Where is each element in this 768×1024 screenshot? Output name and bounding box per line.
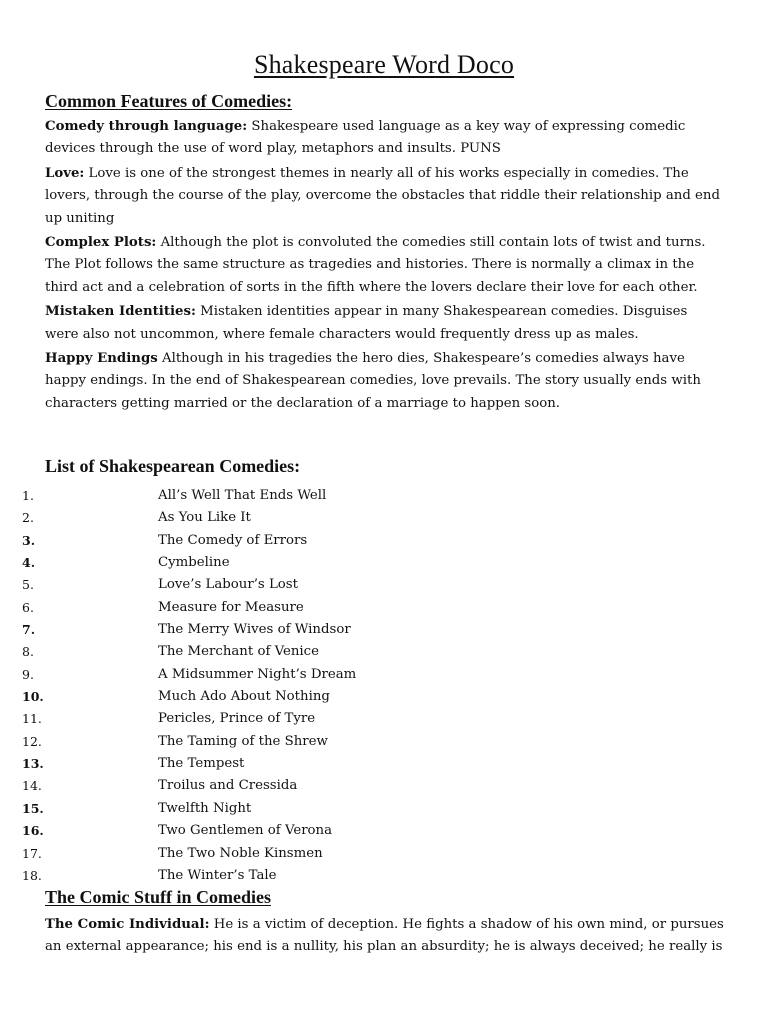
list-item-title: Cymbeline bbox=[158, 555, 230, 571]
comic-text: He is a victim of deception. He fights a shadow of his own mind, or pursues an external appearance; his end is a nullity, his plan an absurdity; he is always deceived; he really is bbox=[45, 917, 724, 955]
list-item bbox=[0, 574, 700, 596]
feature-text: Shakespeare used language as a key way of expressing comedic devices through the use of word play, metaphors and insults. PUNS bbox=[45, 119, 686, 157]
feature-term: Happy Endings bbox=[45, 351, 158, 367]
feature-term: Complex Plots: bbox=[45, 235, 157, 251]
list-item bbox=[0, 753, 700, 775]
list-item-number: 14. bbox=[22, 778, 42, 794]
list-item bbox=[0, 798, 700, 820]
feature-paragraph bbox=[45, 163, 725, 230]
feature-term: Love: bbox=[45, 165, 85, 181]
list-item bbox=[0, 485, 700, 507]
comic-term: The Comic Individual: bbox=[45, 917, 210, 932]
feature-text: Mistaken identities appear in many Shakespearean comedies. Disguises were also not uncommon, where female characters would frequently dress up as males. bbox=[45, 304, 688, 342]
list-item-title: Much Ado About Nothing bbox=[158, 689, 330, 705]
list-item-title: The Merchant of Venice bbox=[158, 644, 319, 660]
list-item-title: Love’s Labour’s Lost bbox=[158, 577, 298, 593]
list-item-number: 10. bbox=[22, 689, 44, 705]
comedies-list-heading: List of Shakespearean Comedies: bbox=[45, 456, 301, 476]
list-item-number: 18. bbox=[22, 867, 42, 883]
list-item-title: Troilus and Cressida bbox=[158, 778, 298, 794]
comic-stuff-section bbox=[45, 914, 725, 959]
comic-paragraph bbox=[45, 914, 725, 959]
feature-paragraph bbox=[45, 301, 725, 346]
list-item-title: Twelfth Night bbox=[158, 800, 252, 816]
feature-term: Mistaken Identities: bbox=[45, 304, 196, 320]
list-item-title: Pericles, Prince of Tyre bbox=[158, 711, 316, 727]
list-item-number: 5. bbox=[22, 577, 34, 593]
list-item-number: 2. bbox=[22, 510, 34, 526]
list-item-number: 4. bbox=[22, 555, 36, 571]
list-item-number: 12. bbox=[22, 733, 42, 749]
list-item-title: A Midsummer Night’s Dream bbox=[158, 666, 357, 682]
list-item bbox=[0, 820, 700, 842]
list-item-number: 6. bbox=[22, 599, 34, 615]
list-item-number: 11. bbox=[22, 711, 42, 727]
list-item-number: 17. bbox=[22, 845, 42, 861]
list-item-title: As You Like It bbox=[158, 510, 251, 526]
feature-text: Love is one of the strongest themes in nearly all of his works especially in comedies. The lovers, through the course of the play, overcome the obstacles that riddle their relationship and end up uniting bbox=[45, 165, 721, 226]
list-item bbox=[0, 708, 700, 730]
document-title: Shakespeare Word Doco bbox=[253, 50, 515, 79]
feature-term: Comedy through language: bbox=[45, 119, 248, 134]
list-item bbox=[0, 686, 700, 708]
list-item-number: 1. bbox=[22, 488, 34, 503]
list-item-title: The Merry Wives of Windsor bbox=[158, 622, 351, 638]
list-item-title: Two Gentlemen of Verona bbox=[158, 823, 333, 839]
list-item-number: 8. bbox=[22, 644, 34, 660]
list-item-number: 15. bbox=[22, 800, 44, 816]
list-item-title: The Tempest bbox=[158, 756, 245, 772]
list-item-title: The Two Noble Kinsmen bbox=[158, 845, 323, 861]
feature-paragraph bbox=[45, 116, 725, 161]
list-item bbox=[0, 664, 700, 686]
list-item bbox=[0, 552, 700, 574]
list-item bbox=[0, 619, 700, 641]
list-item-number: 7. bbox=[22, 622, 36, 638]
list-item bbox=[0, 775, 700, 797]
list-item-number: 13. bbox=[22, 756, 44, 772]
list-item bbox=[0, 597, 700, 619]
list-item-title: The Taming of the Shrew bbox=[158, 733, 328, 749]
list-item-title: The Comedy of Errors bbox=[158, 532, 308, 548]
list-item-title: All’s Well That Ends Well bbox=[158, 488, 327, 503]
list-item bbox=[0, 530, 700, 552]
feature-paragraph bbox=[45, 348, 725, 415]
common-features-heading: Common Features of Comedies: bbox=[45, 91, 293, 111]
list-item bbox=[0, 731, 700, 753]
comic-stuff-heading: The Comic Stuff in Comedies bbox=[45, 887, 271, 907]
feature-paragraph bbox=[45, 232, 725, 299]
list-item-number: 3. bbox=[22, 532, 36, 548]
list-item bbox=[0, 507, 700, 529]
list-item-number: 16. bbox=[22, 823, 44, 839]
feature-text: Although in his tragedies the hero dies, Shakespeare’s comedies always have happy endings. In the end of Shakespearean comedies, love prevails. The story usually ends with characters getting married or the declaration of a marriage to happen soon. bbox=[45, 351, 701, 411]
list-item bbox=[0, 641, 700, 663]
common-features-section bbox=[45, 116, 725, 417]
list-item bbox=[0, 843, 700, 865]
feature-text: Although the plot is convoluted the comedies still contain lots of twist and turns. The Plot follows the same structure as tragedies and histories. There is normally a climax in the third act and a celebration of sorts in the fifth where the lovers declare their love for each other. bbox=[45, 235, 706, 295]
list-item-number: 9. bbox=[22, 666, 34, 682]
comedies-list bbox=[0, 485, 700, 887]
list-item bbox=[0, 865, 700, 887]
list-item-title: The Winter’s Tale bbox=[158, 867, 277, 883]
list-item-title: Measure for Measure bbox=[158, 599, 304, 615]
